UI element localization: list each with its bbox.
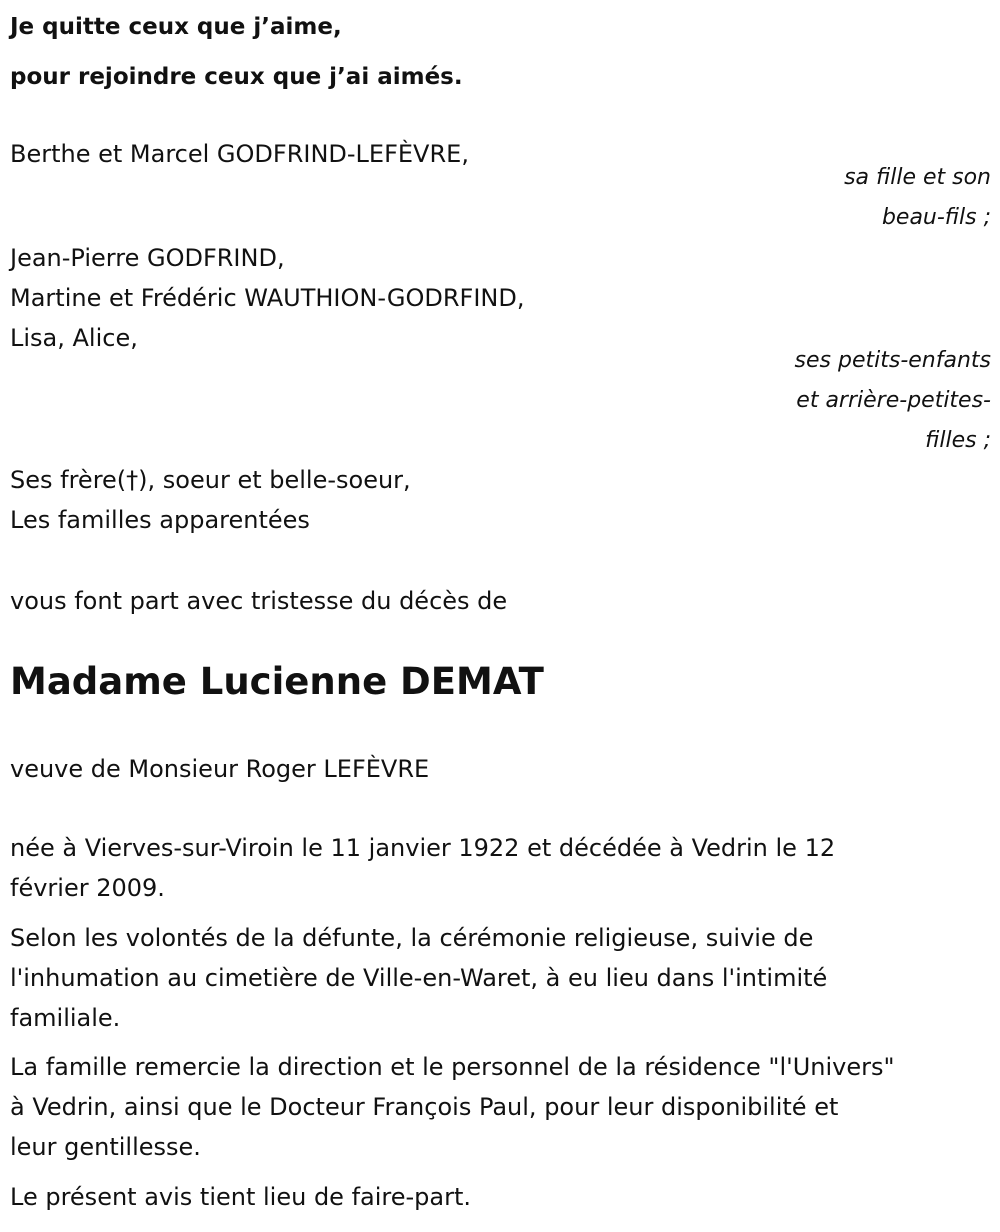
paragraph-line: février 2009. xyxy=(10,874,165,902)
paragraph-line: La famille remercie la direction et le personnel de la résidence "l'Univers" xyxy=(10,1053,895,1081)
relation-grandchildren xyxy=(10,341,991,461)
paragraph-line: à Vedrin, ainsi que le Docteur François Paul, pour leur disponibilité et xyxy=(10,1093,839,1121)
ceremony-paragraph xyxy=(10,918,991,1038)
relation-line: ses petits-enfants xyxy=(794,348,991,373)
announcement-text: vous font part avec tristesse du décès de xyxy=(10,587,508,615)
relation-line: beau-fils ; xyxy=(881,205,991,230)
family-group-grandchildren xyxy=(10,238,991,358)
thanks-paragraph xyxy=(10,1047,991,1167)
family-group-siblings xyxy=(10,460,991,540)
paragraph-line: née à Vierves-sur-Viroin le 11 janvier 1922 et décédée à Vedrin le 12 xyxy=(10,834,836,862)
announcement xyxy=(10,581,991,621)
family-name-line: Martine et Frédéric WAUTHION-GODRFIND, xyxy=(10,284,525,312)
paragraph-line: Selon les volontés de la défunte, la cérémonie religieuse, suivie de xyxy=(10,924,814,952)
epigraph-line-1: Je quitte ceux que j’aime, xyxy=(10,14,342,40)
relation-line: et arrière-petites- xyxy=(796,388,991,413)
notice-paragraph xyxy=(10,1177,991,1217)
relatives-line: Les familles apparentées xyxy=(10,506,310,534)
family-name-line: Lisa, Alice, xyxy=(10,324,138,352)
birth-death-paragraph xyxy=(10,828,991,908)
widow-of xyxy=(10,749,991,789)
family-name-line: Berthe et Marcel GODFRIND-LEFÈVRE, xyxy=(10,140,469,168)
notice-text: Le présent avis tient lieu de faire-part. xyxy=(10,1183,472,1211)
deceased-name: Madame Lucienne DEMAT xyxy=(10,660,544,703)
epigraph xyxy=(10,2,463,102)
siblings-line: Ses frère(†), soeur et belle-soeur, xyxy=(10,466,411,494)
relation-line: sa fille et son xyxy=(844,165,991,190)
relation-daughter xyxy=(10,158,991,238)
relation-line: filles ; xyxy=(925,428,991,453)
family-name-line: Jean-Pierre GODFRIND, xyxy=(10,244,285,272)
widow-of-text: veuve de Monsieur Roger LEFÈVRE xyxy=(10,755,430,783)
paragraph-line: leur gentillesse. xyxy=(10,1133,201,1161)
paragraph-line: l'inhumation au cimetière de Ville-en-Waret, à eu lieu dans l'intimité xyxy=(10,964,828,992)
paragraph-line: familiale. xyxy=(10,1004,121,1032)
epigraph-line-2: pour rejoindre ceux que j’ai aimés. xyxy=(10,64,463,90)
